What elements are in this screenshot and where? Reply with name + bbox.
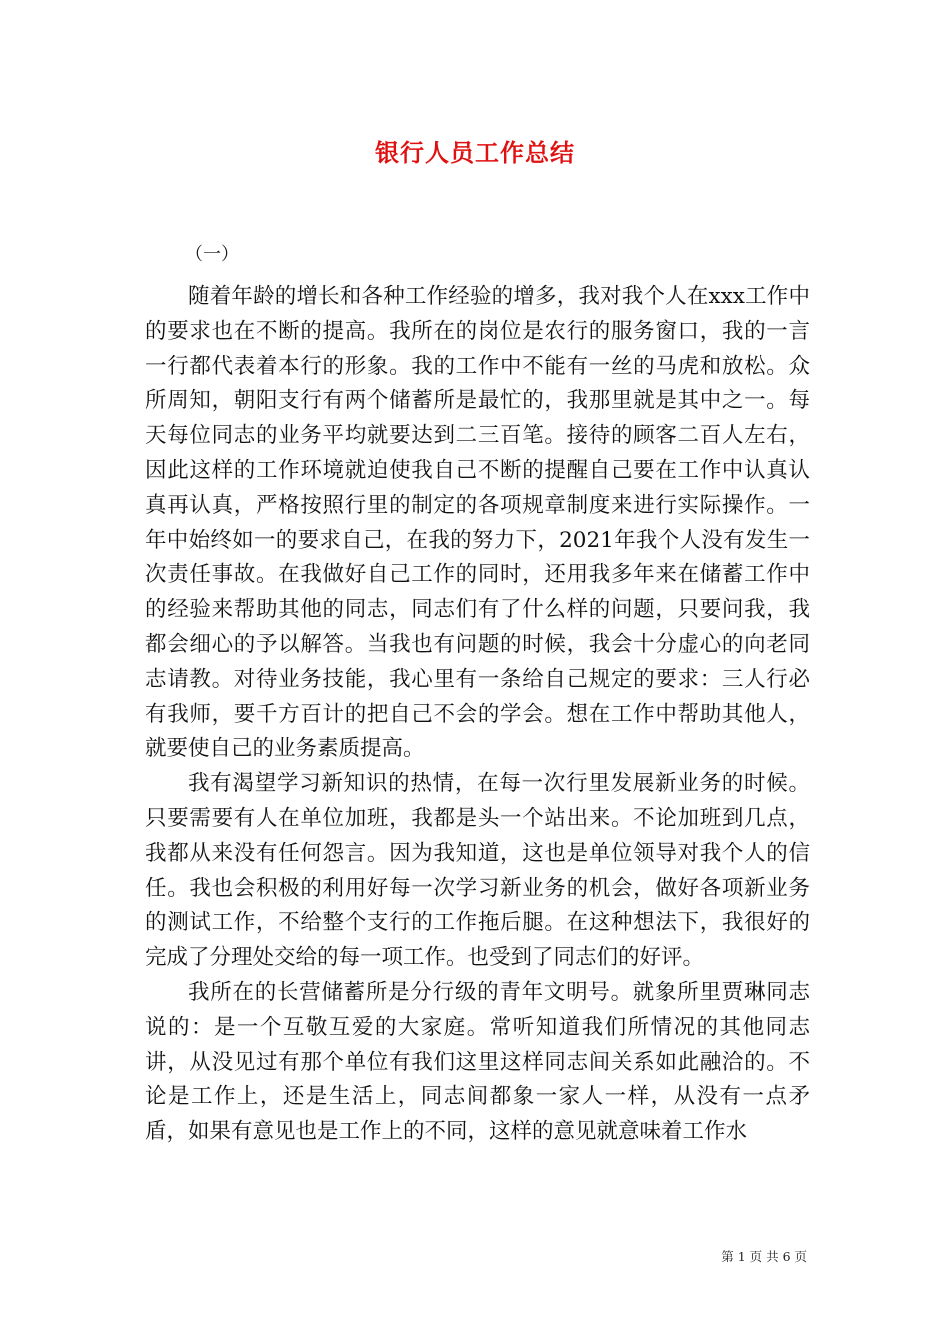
paragraph: 随着年龄的增长和各种工作经验的增多，我对我个人在xxx工作中的要求也在不断的提高。我所在的岗位是农行的服务窗口，我的一言一行都代表着本行的形象。我的工作中不能有一丝的马虎和放松。众所周知，朝阳支行有两个储蓄所是最忙的，我那里就是其中之一。每天每位同志的业务平均就要达到二三百笔。接待的顾客二百人左右，因此这样的工作环境就迫使我自己不断的提醒自己要在工作中认真认真再认真，严格按照行里的制定的各项规章制度来进行实际操作。一年中始终如一的要求自己，在我的努力下，2021年我个人没有发生一次责任事故。在我做好自己工作的同时，还用我多年来在储蓄工作中的经验来帮助其他的同志，同志们有了什么样的问题，只要问我，我都会细心的予以解答。当我也有问题的时候，我会十分虚心的向老同志请教。对待业务技能，我心里有一条给自己规定的要求：三人行必有我师，要千方百计的把自己不会的学会。想在工作中帮助其他人，就要使自己的业务素质提高。 bbox=[145, 284, 810, 762]
paragraph: 我有渴望学习新知识的热情，在每一次行里发展新业务的时候。只要需要有人在单位加班，我都是头一个站出来。不论加班到几点，我都从来没有任何怨言。因为我知道，这也是单位领导对我个人的信任。我也会积极的利用好每一次学习新业务的机会，做好各项新业务的测试工作，不给整个支行的工作拖后腿。在这种想法下，我很好的完成了分理处交给的每一项工作。也受到了同志们的好评。 bbox=[145, 771, 810, 971]
page-indicator: 第 1 页 共 6 页 bbox=[721, 1249, 807, 1264]
paragraph: 我所在的长营储蓄所是分行级的青年文明号。就象所里贾琳同志说的：是一个互敬互爱的大家庭。常听知道我们所情况的其他同志讲，从没见过有那个单位有我们这里这样同志间关系如此融洽的。不论是工作上，还是生活上，同志间都象一家人一样，从没有一点矛盾，如果有意见也是工作上的不同，这样的意见就意味着工作水 bbox=[145, 979, 810, 1145]
document-body bbox=[145, 280, 810, 1150]
section-label: （一） bbox=[185, 244, 239, 265]
document-title: 银行人员工作总结 bbox=[375, 138, 575, 167]
